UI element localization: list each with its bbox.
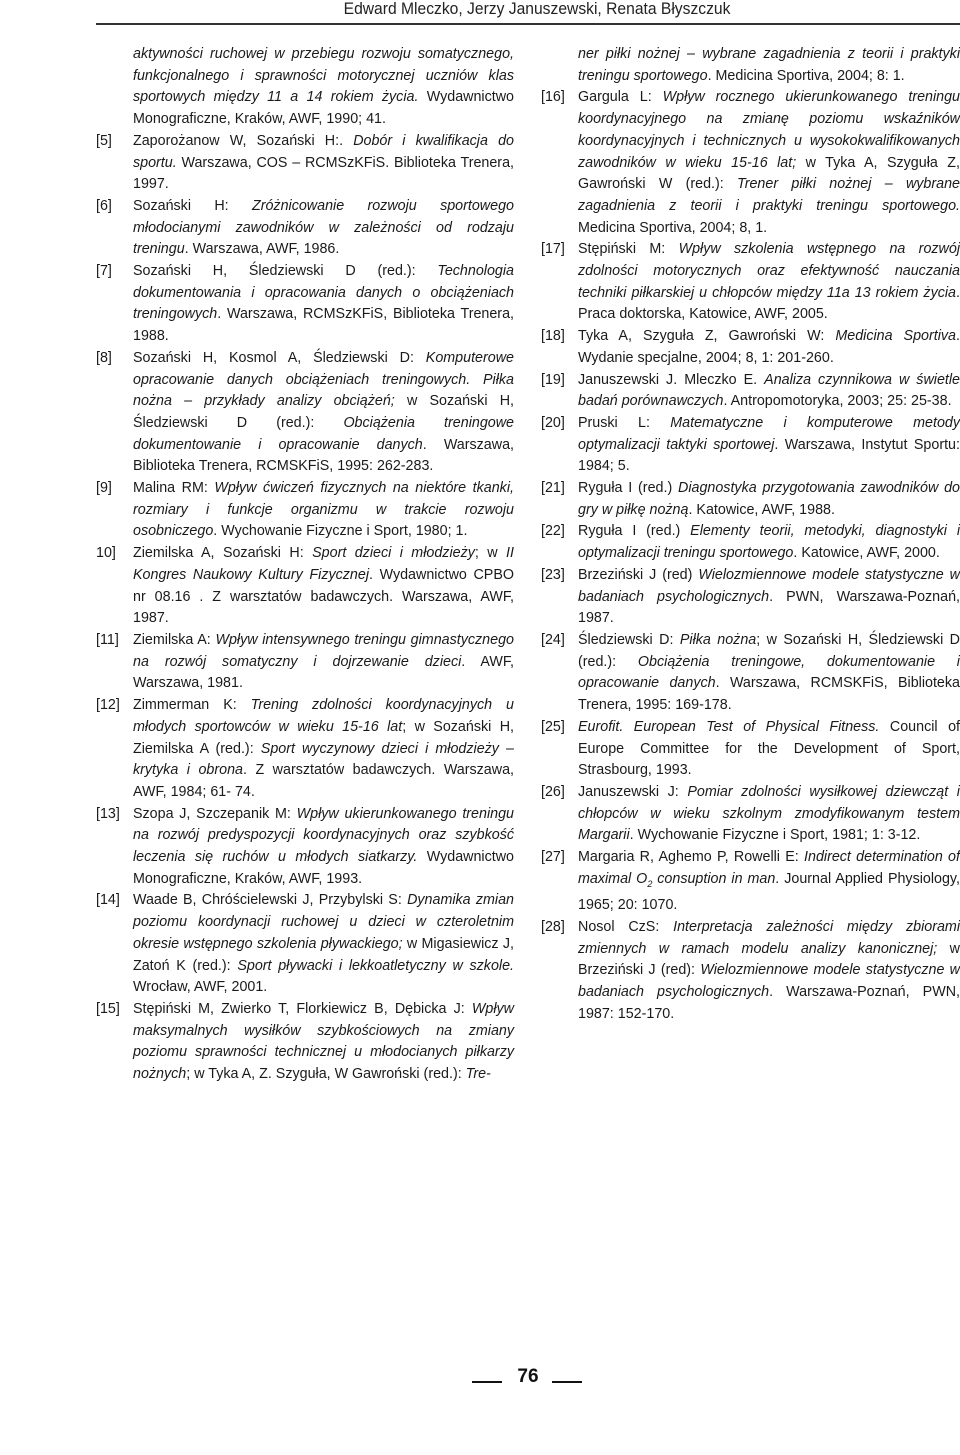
reference-entry [96,890,514,999]
citation-text: . Antropomotoryka, 2003; 25: 25-38. [723,393,952,410]
citation-text: Sozański H, Kosmol A, Śledziewski D: [133,349,426,366]
reference-body [578,521,960,564]
ref-continuation-right [541,44,960,87]
reference-number: [19] [541,371,565,388]
citation-title-text: Indirect determination of maximal O [578,849,960,887]
citation-text: w Migasiewicz J, Zatoń K (red.): [133,935,514,974]
citation-text: Malina RM: [133,480,215,497]
citation-text: Brzeziński J (red) [578,566,699,583]
citation-text: ; w [474,545,507,562]
running-header [0,0,960,22]
reference-entry [541,717,960,782]
reference-body [133,804,514,891]
reference-number: [18] [541,328,565,345]
citation-text: Wydawnictwo Monograficzne, Kraków, AWF, 1993. [133,849,514,887]
citation-text: . Warszawa, Biblioteka Trenera, RCMSKFiS, 1995: 262-283. [133,436,514,475]
reference-entry [96,478,514,543]
reference-list-right [541,87,960,1025]
citation-title-text: Dynamika zmian poziomu koordynacji ruchowej u dzieci w czteroletnim okresie wstępnego szkolenia pływackiego; [133,892,515,952]
citation-title-text: Pomiar zdolności wysiłkowej dziewcząt i chłopców w wieku szkolnym zmodyfikowanym testem Margarii [578,783,960,844]
reference-body [578,239,960,326]
reference-body [578,917,960,1026]
reference-number: [28] [541,918,565,935]
reference-entry [541,239,960,326]
citation-title-text: Wielozmiennowe modele statystyczne w badaniach psychologicznych [578,566,960,605]
reference-body [133,131,514,196]
citation-text: Ziemilska A: [133,631,216,648]
reference-number: [11] [96,631,119,648]
citation-title-text: Elementy teorii, metodyki, diagnostyki i optymalizacji treningu sportowego [578,523,960,562]
citation-title-text: Sport pływacki i lekkoatletyczny w szkole. [237,957,514,974]
reference-number: [15] [96,1000,120,1017]
citation-text: Januszewski J. Mleczko E. [578,371,765,388]
reference-body [578,565,960,630]
reference-entry [541,917,960,1026]
citation-title-text: 2 [647,878,653,889]
reference-body [133,348,514,478]
citation-text: . Wychowanie Fizyczne i Sport, 1980; 1. [213,523,468,540]
reference-body [133,478,514,543]
header-authors: Edward Mleczko, Jerzy Januszewski, Renata Błyszczuk [343,0,730,18]
citation-text: . Journal Applied Physiology, 1965; 20: 1070. [578,870,960,914]
reference-number: [16] [541,89,565,106]
citation-text: ; w Sozański H, Ziemilska A (red.): [133,718,514,757]
citation-title-text: Analiza czynnikowa w świetle badań porównawczych [578,371,960,410]
citation-text: Council of Europe Committee for the Development of Sport, Strasbourg, 1993. [578,718,960,779]
reference-body [578,478,960,521]
citation-title-text: Obciążenia treningowe dokumentowanie i opracowanie danych [133,414,514,453]
citation-text: Ziemilska A, Sozański H: [133,545,313,562]
reference-entry [96,695,514,804]
citation-title-text: Komputerowe opracowanie danych obciążeniach treningowych. Piłka nożna – przykłady analizy obciążeń; [133,349,514,410]
citation-title-text: Wpływ maksymalnych wysiłków szybkościowych na zmiany poziomu sprawności technicznej u młodocianych piłkarzy nożnych [133,1000,514,1083]
citation-title-text: Wpływ rocznego ukierunkowanego treningu koordynacyjnego na zmianę poziomu wskaźników koordynacyjnych i technicznych u wysokokwalifikowanych zawodników w wieku 15-16 lat; [578,89,960,171]
citation-text: . Warszawa, AWF, 1986. [184,241,340,258]
citation-text: Warszawa, COS – RCMSzKFiS. Biblioteka Trenera, 1997. [133,154,514,193]
reference-number: [22] [541,523,565,540]
reference-body [578,782,960,847]
reference-number: [5] [96,132,112,149]
reference-entry [541,630,960,717]
reference-body [133,630,514,695]
citation-title-text: aktywności ruchowej w przebiegu rozwoju somatycznego, funkcjonalnego i sprawności motorycznej uczniów klas sportowych między 11 a 14 rokiem życia. [133,46,514,106]
citation-text: Tyka A, Szyguła Z, Gawroński W: [578,328,836,345]
citation-text: Wydawnictwo Monograficzne, Kraków, AWF, 1990; 41. [133,89,514,128]
citation-text: . Warszawa-Poznań, PWN, 1987: 152-170. [578,984,960,1022]
citation-title-text: II Kongres Naukowy Kultury Fizycznej [133,545,514,583]
reference-list-left [96,131,514,1086]
citation-text: ; w Tyka A, Z. Szyguła, W Gawroński (red.): [186,1066,466,1083]
citation-text: . Warszawa, RCMSzKFiS, Biblioteka Trenera, 1988. [133,306,514,345]
citation-text: Sozański H, Śledziewski D (red.): [133,263,438,280]
reference-entry [541,87,960,239]
reference-number: [27] [541,849,565,866]
citation-text: . Wydanie specjalne, 2004; 8, 1: 201-260. [578,328,960,366]
citation-text: Waade B, Chróścielewski J, Przybylski S: [133,892,408,909]
reference-entry [96,999,514,1086]
reference-number: [12] [96,697,120,714]
citation-text: Medicina Sportiva, 2004; 8, 1. [578,219,768,236]
citation-text: Śledziewski D: [578,631,680,648]
citation-text: Margaria R, Aghemo P, Rowelli E: [578,849,805,866]
reference-body [578,630,960,717]
reference-entry [541,478,960,521]
citation-text: . Warszawa, RCMSKFiS, Biblioteka Trenera, 1995: 169-178. [578,675,960,714]
reference-body [578,370,960,413]
citation-text: . PWN, Warszawa-Poznań, 1987. [578,588,960,627]
citation-title-text: Technologia dokumentowania i opracowania danych o obciążeniach treningowych [133,263,514,323]
citation-title-text: Wpływ intensywnego treningu gimnastycznego na rozwój somatyczny i dojrzewanie dzieci [133,631,514,670]
reference-entry [541,370,960,413]
citation-title-text: Zróżnicowanie rozwoju sportowego młodocianymi zawodników w zależności od rodzaju treningu [133,197,514,258]
citation-text: Ryguła I (red.) [578,523,691,540]
ref-continuation-left [96,44,514,131]
citation-title-text: Wielozmiennowe modele statystyczne w badaniach psychologicznych [578,962,960,1001]
reference-number: 10] [96,545,116,562]
citation-text: ; w Sozański H, Śledziewski D (red.): [578,631,960,670]
reference-body [578,326,960,369]
citation-title-text: Medicina Sportiva [835,328,957,345]
citation-text: w Tyka A, Szyguła Z, Gawroński W (red.): [578,154,960,193]
reference-number: [25] [541,718,565,735]
citation-title-text: Matematyczne i komputerowe metody optymalizacji taktyki sportowej [578,414,960,453]
citation-text: Stępiński M, Zwierko T, Florkiewicz B, Dębicka J: [133,1000,472,1017]
reference-body [578,413,960,478]
citation-title-text: Sport wyczynowy dzieci i młodzieży – krytyka i obrona [133,740,515,779]
citation-text: . Z warsztatów badawczych. Warszawa, AWF, 1984; 61- 74. [133,762,514,800]
reference-body [133,261,514,348]
reference-number: [6] [96,197,112,214]
right-column [541,44,960,1026]
reference-entry [96,131,514,196]
citation-text: Sozański H: [133,197,252,214]
citation-text: . Katowice, AWF, 1988. [688,501,835,518]
citation-title-text: Tre- [465,1066,491,1083]
citation-text: w Sozański H, Śledziewski D (red.): [133,393,514,431]
reference-number: [24] [541,631,565,648]
citation-text: Zimmerman K: [133,697,251,714]
citation-text: . Wydawnictwo CPBO nr 08.16 . Z warsztatów badawczych. Warszawa, AWF, 1987. [133,566,515,627]
page-number: 76 [517,1366,539,1387]
reference-body [133,543,514,630]
left-column [96,44,514,1086]
header-rule [96,23,960,25]
citation-title-text: Interpretacja zależności między zbiorami zmiennych w ramach modelu analizy kanonicznej; [578,918,960,957]
reference-entry [541,521,960,564]
citation-text: Stępiński M: [578,241,679,258]
reference-entry [541,326,960,369]
citation-text: . Praca doktorska, Katowice, AWF, 2005. [578,284,960,323]
reference-entry [96,630,514,695]
citation-title-text: Trener piłki nożnej – wybrane zagadnienia z teorii i praktyki treningu sportowego. [578,176,960,214]
reference-number: [9] [96,480,112,497]
citation-text: . Warszawa, Instytut Sportu: 1984; 5. [578,436,960,475]
reference-entry [96,196,514,261]
citation-title-text: Obciążenia treningowe, dokumentowanie i opracowanie danych [578,653,960,692]
reference-number: [21] [541,480,565,497]
reference-number: [26] [541,783,565,800]
reference-body [133,999,514,1086]
reference-body [578,87,960,239]
citation-text: Wrocław, AWF, 2001. [133,979,268,996]
citation-title-text: ner piłki nożnej – wybrane zagadnienia z teorii i praktyki treningu sportowego [578,46,960,84]
reference-body [133,890,514,999]
citation-text: Nosol CzS: [578,918,674,935]
citation-title-text: Piłka nożna [679,631,757,648]
reference-entry [96,543,514,630]
reference-entry [96,348,514,478]
footer-rule-left [472,1381,502,1383]
citation-text: . Wychowanie Fizyczne i Sport, 1981; 1: 3-12. [629,827,921,844]
citation-title-text: Sport dzieci i młodzieży [312,545,475,562]
citation-text: Januszewski J: [578,783,688,800]
citation-text: . AWF, Warszawa, 1981. [133,653,514,692]
citation-text: Pruski L: [578,414,671,431]
reference-number: [7] [96,263,112,280]
citation-text: w Brzeziński J (red): [578,940,960,979]
citation-title-text: Wpływ ukierunkowanego treningu na rozwój predyspozycji koordynacyjnych oraz szybkość leczenia się ruchów u młodych siatkarzy. [133,805,514,866]
reference-body [578,847,960,917]
citation-title-text: Trening zdolności koordynacyjnych u młodych sportowców w wieku 15-16 lat [133,697,514,735]
reference-entry [96,261,514,348]
citation-title-text: Diagnostyka przygotowania zawodników do gry w piłkę nożną [578,480,960,518]
reference-entry [541,847,960,917]
citation-text: Zaporożanow W, Sozański H:. [133,132,354,149]
citation-title-text: Eurofit. European Test of Physical Fitness. [578,718,880,735]
reference-entry [541,413,960,478]
reference-body [133,196,514,261]
citation-title-text: Wpływ ćwiczeń fizycznych na niektóre tkanki, rozmiary i funkcje organizmu w trakcie rozwoju osobniczego [133,480,514,540]
reference-entry [96,804,514,891]
reference-body [578,717,960,782]
reference-number: [8] [96,349,112,366]
reference-entry [541,565,960,630]
citation-text: . Medicina Sportiva, 2004; 8: 1. [707,67,905,84]
reference-body [133,695,514,804]
citation-text: Ryguła I (red.) [578,480,678,497]
citation-text: Szopa J, Szczepanik M: [133,805,297,822]
reference-entry [541,782,960,847]
reference-number: [20] [541,414,565,431]
reference-number: [17] [541,241,565,258]
reference-number: [13] [96,805,120,822]
footer-rule-right [552,1381,582,1383]
reference-number: [14] [96,892,120,909]
citation-title-text: consuption in man [652,870,776,887]
citation-text: Gargula L: [578,89,663,106]
reference-number: [23] [541,566,565,583]
citation-text: . Katowice, AWF, 2000. [793,545,940,562]
citation-title-text: Dobór i kwalifikacja do sportu. [133,132,514,171]
citation-title-text: Wpływ szkolenia wstępnego na rozwój zdolności motorycznych oraz efektywność nauczania techniki piłkarskiej u chłopców między 11a 13 rokiem życia [578,241,960,301]
